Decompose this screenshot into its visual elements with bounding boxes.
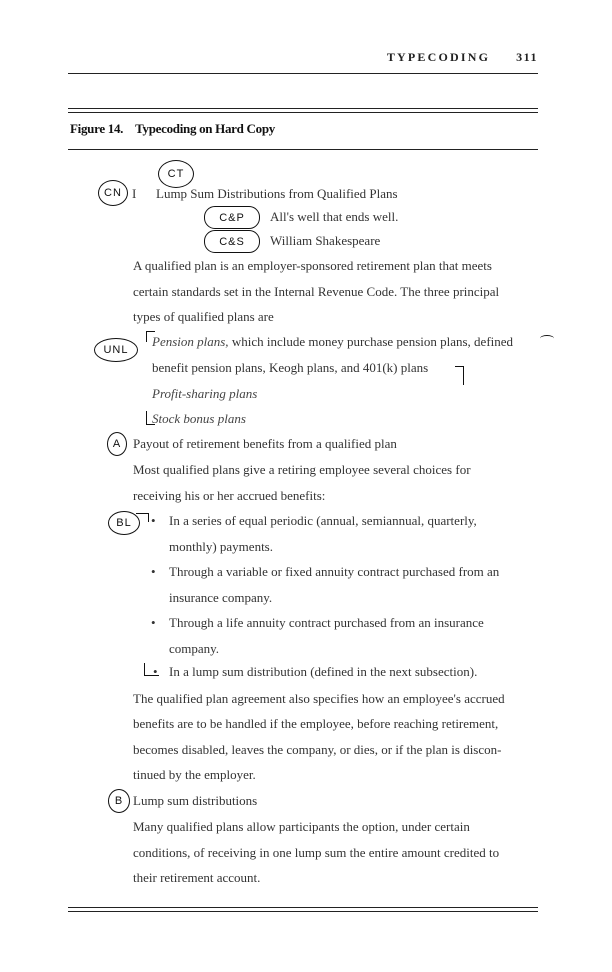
intro-line: types of qualified plans are bbox=[133, 309, 274, 324]
running-title: TYPECODING bbox=[386, 50, 491, 64]
chapter-number: I bbox=[132, 186, 137, 201]
code-ct: CT bbox=[158, 160, 194, 188]
bullet-text: monthly) payments. bbox=[169, 539, 273, 554]
para-b-line: The qualified plan agreement also specifies how an employee's accrued bbox=[133, 691, 505, 706]
para-c-line: conditions, of receiving in one lump sum the entire amount credited to bbox=[133, 845, 500, 860]
para-a-line: receiving his or her accrued benefits: bbox=[133, 488, 326, 503]
bullet-symbol: • bbox=[153, 664, 158, 679]
epigraph-source: William Shakespeare bbox=[270, 233, 381, 248]
code-bl: BL bbox=[108, 511, 140, 535]
heading-b: Lump sum distributions bbox=[133, 793, 258, 808]
epigraph: All's well that ends well. bbox=[270, 209, 399, 224]
page-number: 311 bbox=[516, 50, 538, 64]
intro-line: certain standards set in the Internal Revenue Code. The three principal bbox=[133, 284, 500, 299]
running-header bbox=[387, 50, 538, 65]
figure-caption bbox=[70, 121, 275, 137]
bullet-text: In a lump sum distribution (defined in the next subsection). bbox=[169, 664, 478, 679]
figure-caption-rule bbox=[68, 149, 538, 150]
code-a: A bbox=[107, 432, 127, 456]
para-b-line: tinued by the employer. bbox=[133, 767, 256, 782]
figure-number: Figure 14. bbox=[70, 121, 124, 136]
figure-bottom-rule-2 bbox=[68, 911, 538, 912]
bullet-text: insurance company. bbox=[169, 590, 273, 605]
bullet-symbol: • bbox=[151, 513, 156, 528]
bullet-text: In a series of equal periodic (annual, semiannual, quarterly, bbox=[169, 513, 477, 528]
heading-a: Payout of retirement benefits from a qualified plan bbox=[133, 436, 397, 451]
bullet-list-open-mark bbox=[136, 513, 149, 522]
list-item-pension-italic: Pension plans, bbox=[152, 334, 229, 349]
para-c-line: Many qualified plans allow participants the option, under certain bbox=[133, 819, 470, 834]
intro-line: A qualified plan is an employer-sponsored retirement plan that meets bbox=[133, 258, 492, 273]
para-b-line: benefits are to be handled if the employee, before reaching retirement, bbox=[133, 716, 499, 731]
para-b-line: becomes disabled, leaves the company, or dies, or if the plan is discon- bbox=[133, 742, 502, 757]
list-item-stock-bonus: Stock bonus plans bbox=[152, 411, 246, 426]
bullet-text: company. bbox=[169, 641, 220, 656]
bullet-symbol: • bbox=[151, 615, 156, 630]
header-rule bbox=[68, 73, 538, 74]
chapter-title: Lump Sum Distributions from Qualified Plans bbox=[156, 186, 398, 201]
para-c-line: their retirement account. bbox=[133, 870, 261, 885]
para-a-line: Most qualified plans give a retiring employee several choices for bbox=[133, 462, 471, 477]
bullet-text: Through a life annuity contract purchased from an insurance bbox=[169, 615, 484, 630]
figure-title: Typecoding on Hard Copy bbox=[135, 121, 275, 136]
code-cep: C&P bbox=[204, 206, 260, 229]
curve-mark bbox=[540, 335, 554, 342]
list-item-pension-line2: benefit pension plans, Keogh plans, and 401(k) plans bbox=[152, 360, 429, 375]
bullet-symbol: • bbox=[151, 564, 156, 579]
code-b: B bbox=[108, 789, 130, 813]
list-item-pension bbox=[152, 334, 513, 350]
code-unl: UNL bbox=[94, 338, 138, 362]
figure-top-rule bbox=[68, 108, 538, 109]
code-cn: CN bbox=[98, 180, 128, 206]
close-bracket-mark bbox=[455, 366, 464, 385]
list-item-pension-rest: which include money purchase pension plans, defined bbox=[228, 334, 514, 349]
code-ces: C&S bbox=[204, 230, 260, 253]
figure-top-rule-2 bbox=[68, 112, 538, 113]
figure-bottom-rule bbox=[68, 907, 538, 908]
bullet-text: Through a variable or fixed annuity contract purchased from an bbox=[169, 564, 500, 579]
list-item-profit-sharing: Profit-sharing plans bbox=[152, 386, 258, 401]
